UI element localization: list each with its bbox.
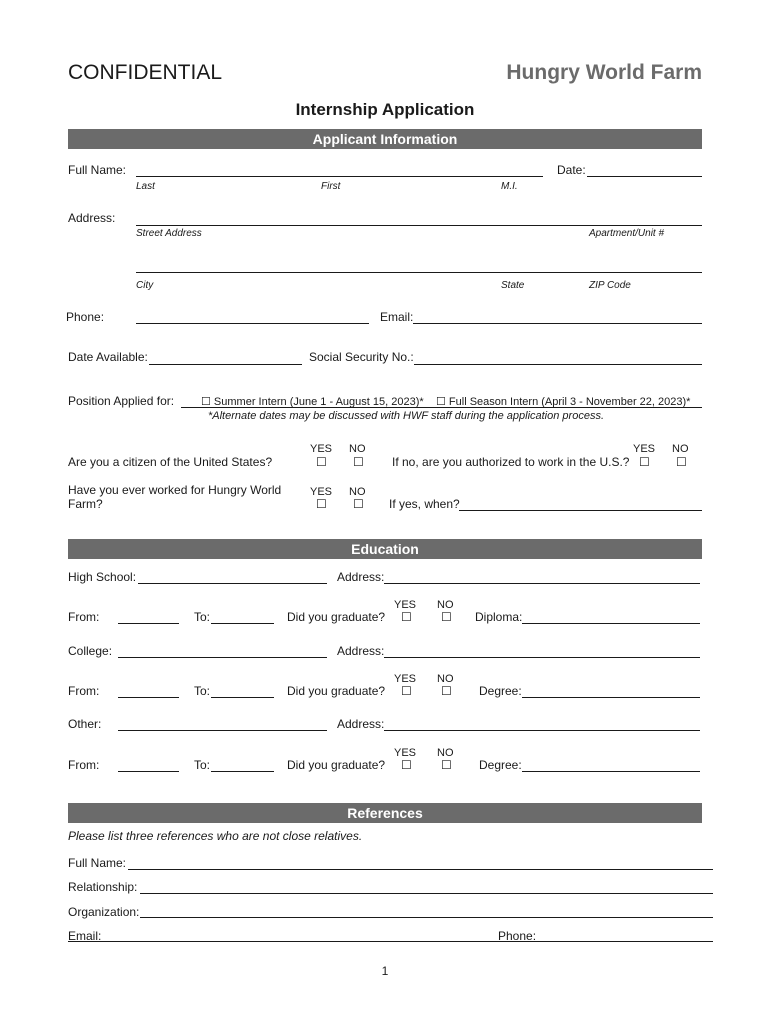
- hs-yes-checkbox[interactable]: ☐: [401, 610, 412, 624]
- other-yes-checkbox[interactable]: ☐: [401, 758, 412, 772]
- worked-no-checkbox[interactable]: ☐: [353, 497, 364, 511]
- hs-from-field[interactable]: [118, 623, 179, 624]
- page-title: Internship Application: [295, 100, 475, 119]
- ssn-field[interactable]: [414, 364, 702, 365]
- ref-relationship-field[interactable]: [140, 893, 713, 894]
- position-label: Position Applied for:: [68, 394, 175, 408]
- college-field[interactable]: [118, 657, 327, 658]
- college-degree-field[interactable]: [522, 697, 700, 698]
- other-address-label: Address:: [337, 717, 385, 731]
- authorized-yes-label: YES: [633, 443, 656, 455]
- high-school-address-field[interactable]: [384, 583, 700, 584]
- full-name-field[interactable]: [136, 176, 543, 177]
- zip-sublabel: ZIP Code: [589, 280, 631, 291]
- worked-question-line1: Have you ever worked for Hungry World: [68, 483, 282, 497]
- hs-from-label: From:: [68, 610, 100, 624]
- other-degree-label: Degree:: [479, 758, 522, 772]
- college-yes-label: YES: [394, 673, 417, 685]
- hs-no-checkbox[interactable]: ☐: [441, 610, 452, 624]
- summer-intern-checkbox[interactable]: ☐ Summer Intern (June 1 - August 15, 2023)*: [201, 396, 424, 408]
- worked-no-label: NO: [349, 486, 366, 498]
- phone-field[interactable]: [136, 323, 369, 324]
- ssn-label: Social Security No.:: [309, 350, 414, 364]
- high-school-label: High School:: [68, 570, 137, 584]
- hs-no-label: NO: [437, 599, 454, 611]
- college-no-checkbox[interactable]: ☐: [441, 684, 452, 698]
- citizen-yes-checkbox[interactable]: ☐: [316, 455, 327, 469]
- other-from-label: From:: [68, 758, 100, 772]
- apartment-sublabel: Apartment/Unit #: [589, 228, 665, 239]
- section-header-references: References: [68, 803, 702, 823]
- email-field[interactable]: [413, 323, 702, 324]
- if-yes-field[interactable]: [459, 510, 702, 511]
- college-from-field[interactable]: [118, 697, 179, 698]
- college-from-label: From:: [68, 684, 100, 698]
- date-label: Date:: [557, 163, 586, 177]
- worked-question-line2: Farm?: [68, 497, 103, 511]
- address-label: Address:: [68, 211, 116, 225]
- authorized-question: If no, are you authorized to work in the U.S.?: [392, 455, 630, 469]
- citizen-question: Are you a citizen of the United States?: [68, 455, 273, 469]
- high-school-field[interactable]: [138, 583, 327, 584]
- college-address-label: Address:: [337, 644, 385, 658]
- other-address-field[interactable]: [384, 730, 700, 731]
- other-no-checkbox[interactable]: ☐: [441, 758, 452, 772]
- mi-sublabel: M.I.: [501, 181, 518, 192]
- last-sublabel: Last: [136, 181, 155, 192]
- street-sublabel: Street Address: [136, 228, 202, 239]
- ref-phone-label: Phone:: [498, 929, 537, 943]
- organization-name: Hungry World Farm: [506, 61, 702, 84]
- citizen-no-checkbox[interactable]: ☐: [353, 455, 364, 469]
- diploma-field[interactable]: [522, 623, 700, 624]
- college-yes-checkbox[interactable]: ☐: [401, 684, 412, 698]
- full-name-label: Full Name:: [68, 163, 127, 177]
- confidential-label: CONFIDENTIAL: [68, 61, 223, 84]
- email-label: Email:: [380, 310, 414, 324]
- date-field[interactable]: [587, 176, 702, 177]
- page-number: 1: [381, 964, 389, 978]
- first-sublabel: First: [321, 181, 341, 192]
- hs-graduate-label: Did you graduate?: [287, 610, 386, 624]
- ref-email-phone-field[interactable]: [68, 941, 713, 942]
- other-label: Other:: [68, 717, 102, 731]
- other-to-field[interactable]: [211, 771, 274, 772]
- citizen-yes-label: YES: [310, 443, 333, 455]
- high-school-address-label: Address:: [337, 570, 385, 584]
- college-label: College:: [68, 644, 113, 658]
- hs-to-field[interactable]: [211, 623, 274, 624]
- ref-full-name-field[interactable]: [128, 869, 713, 870]
- ref-organization-label: Organization:: [68, 905, 140, 919]
- section-header-applicant: Applicant Information: [68, 129, 702, 149]
- other-degree-field[interactable]: [522, 771, 700, 772]
- state-sublabel: State: [501, 280, 525, 291]
- college-to-label: To:: [194, 684, 211, 698]
- other-yes-label: YES: [394, 747, 417, 759]
- phone-label: Phone:: [66, 310, 105, 324]
- other-from-field[interactable]: [118, 771, 179, 772]
- ref-relationship-label: Relationship:: [68, 880, 138, 894]
- other-to-label: To:: [194, 758, 211, 772]
- worked-yes-label: YES: [310, 486, 333, 498]
- ref-organization-field[interactable]: [140, 917, 713, 918]
- college-degree-label: Degree:: [479, 684, 522, 698]
- other-graduate-label: Did you graduate?: [287, 758, 386, 772]
- worked-yes-checkbox[interactable]: ☐: [316, 497, 327, 511]
- ref-email-label: Email:: [68, 929, 102, 943]
- full-season-intern-checkbox[interactable]: ☐ Full Season Intern (April 3 - November 22, 2023)*: [436, 396, 691, 408]
- ref-full-name-label: Full Name:: [68, 856, 127, 870]
- college-to-field[interactable]: [211, 697, 274, 698]
- section-header-education: Education: [68, 539, 702, 559]
- date-available-label: Date Available:: [68, 350, 148, 364]
- college-graduate-label: Did you graduate?: [287, 684, 386, 698]
- other-field[interactable]: [118, 730, 327, 731]
- position-note: *Alternate dates may be discussed with HWF staff during the application process.: [208, 410, 604, 422]
- city-sublabel: City: [136, 280, 154, 291]
- date-available-field[interactable]: [149, 364, 302, 365]
- citizen-no-label: NO: [349, 443, 366, 455]
- hs-to-label: To:: [194, 610, 211, 624]
- hs-yes-label: YES: [394, 599, 417, 611]
- references-instruction: Please list three references who are not close relatives.: [68, 829, 363, 843]
- authorized-no-checkbox[interactable]: ☐: [676, 455, 687, 469]
- city-state-zip-field[interactable]: [136, 272, 702, 273]
- if-yes-label: If yes, when?: [389, 497, 460, 511]
- college-no-label: NO: [437, 673, 454, 685]
- college-address-field[interactable]: [384, 657, 700, 658]
- authorized-no-label: NO: [672, 443, 689, 455]
- street-address-field[interactable]: [136, 225, 702, 226]
- other-no-label: NO: [437, 747, 454, 759]
- diploma-label: Diploma:: [475, 610, 523, 624]
- authorized-yes-checkbox[interactable]: ☐: [639, 455, 650, 469]
